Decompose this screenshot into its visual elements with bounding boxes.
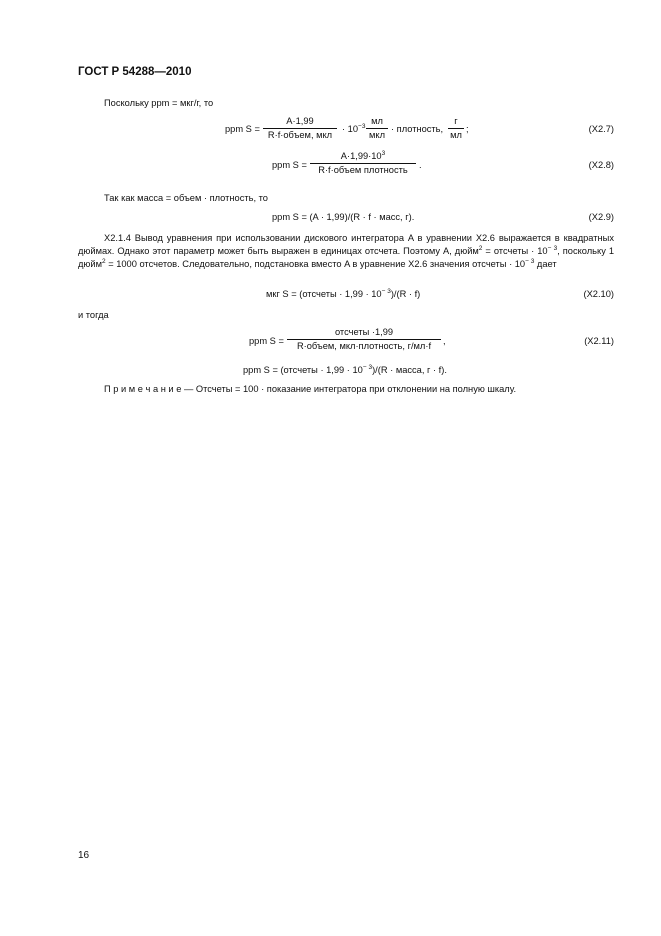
eq-x2-7-density-num: г (454, 116, 458, 126)
eq-x2-10-number: (X2.10) (583, 289, 614, 299)
eq-x2-8-lhs: ppm S = (272, 160, 307, 170)
note (104, 384, 516, 394)
eq-x2-7-unit-fraction (366, 116, 388, 140)
fraction-bar (287, 339, 441, 340)
eq-x2-8-denominator: R·f·объем плотность (318, 165, 408, 175)
eq-x2-7-unit-num: мл (371, 116, 383, 126)
eq-x2-9-number: (X2.9) (588, 212, 614, 222)
para-text-4: = 1000 отсчетов. Следовательно, подстановка вместо A в уравнение X2.6 значения отсчеты · 10 (105, 259, 526, 269)
eq-x2-7-main-fraction (263, 116, 337, 140)
document-header: ГОСТ Р 54288—2010 (78, 66, 192, 78)
para-text-2: = отсчеты · 10 (482, 246, 548, 256)
eq-x2-10-text (266, 289, 420, 299)
eq-x2-11-number: (X2.11) (584, 336, 614, 346)
eq-x2-10-text-b: )/(R · f) (390, 289, 421, 299)
para-sup-4: − 3 (525, 258, 535, 265)
eq-x2-11-denominator: R·объем, мкл·плотность, г/мл·f (296, 341, 432, 351)
eq-x2-7-factor (342, 124, 365, 134)
eq-x2-8-number: (X2.8) (588, 160, 614, 170)
eq-final-text-b: )/(R · масса, г · f). (372, 365, 447, 375)
eq-x2-7-numerator: A·1,99 (286, 116, 314, 126)
eq-x2-7-lhs: ppm S = (225, 124, 260, 134)
eq-x2-10-text-a: мкг S = (отсчеты · 1,99 · 10 (266, 289, 382, 299)
eq-x2-7-factor-exp: −3 (358, 123, 366, 130)
para-text-1: X2.1.4 Вывод уравнения при использовании дискового интегратора A в уравнении X2.6 выражается в квадратных дюймах. Однако этот параметр может быть выражен в единицах отсчета. Поэтому A, дюйм (78, 233, 614, 256)
eq-x2-7-density-den: мл (450, 130, 462, 140)
eq-x2-8-fraction (310, 151, 416, 175)
para-sup-1: 2 (478, 245, 483, 252)
fraction-bar (448, 128, 464, 129)
fraction-bar (366, 128, 388, 129)
eq-x2-8-end: . (419, 160, 422, 170)
page-number: 16 (78, 850, 90, 861)
para-text-3: , поскольку 1 дюйм (78, 246, 614, 269)
fraction-bar (263, 128, 337, 129)
para-sup-3: 2 (101, 258, 106, 265)
eq-x2-11-numerator: отсчеты ·1,99 (334, 327, 394, 337)
eq-x2-7-unit-den: мкл (369, 130, 385, 140)
mass-line: Так как масса = объем · плотность, то (104, 193, 268, 203)
eq-x2-11-end: , (443, 336, 446, 346)
fraction-bar (310, 163, 416, 164)
equation-final (243, 365, 447, 375)
then-line: и тогда (78, 310, 109, 320)
eq-x2-7-denominator: R·f·объем, мкл (267, 130, 333, 140)
intro-line: Поскольку ppm = мкг/г, то (104, 98, 214, 108)
note-text: — Отсчеты = 100 · показание интегратора при отклонении на полную шкалу. (181, 384, 517, 394)
eq-x2-7-density: · плотность, (391, 124, 444, 134)
para-text-5: дает (534, 259, 557, 269)
eq-x2-11-fraction (287, 327, 441, 351)
eq-x2-7-number: (X2.7) (588, 124, 614, 134)
eq-x2-7-factor-base: · 10 (342, 124, 359, 134)
eq-x2-8-numerator (310, 151, 416, 161)
eq-x2-8-num-exp: 3 (381, 150, 386, 157)
eq-x2-8-num-base: A·1,99·10 (340, 151, 382, 161)
eq-x2-10-exp: − 3 (381, 288, 391, 295)
eq-x2-7-density-fraction (448, 116, 464, 140)
para-sup-2: − 3 (547, 245, 558, 252)
eq-x2-11-lhs: ppm S = (249, 336, 284, 346)
eq-x2-9-text: ppm S = (A · 1,99)/(R · f · масс, г). (272, 212, 415, 222)
note-label: П р и м е ч а н и е (104, 384, 182, 394)
paragraph-x2-1-4 (78, 232, 614, 271)
eq-x2-7-end: ; (466, 124, 469, 134)
eq-final-exp: − 3 (362, 364, 373, 371)
eq-final-text-a: ppm S = (отсчеты · 1,99 · 10 (243, 365, 363, 375)
